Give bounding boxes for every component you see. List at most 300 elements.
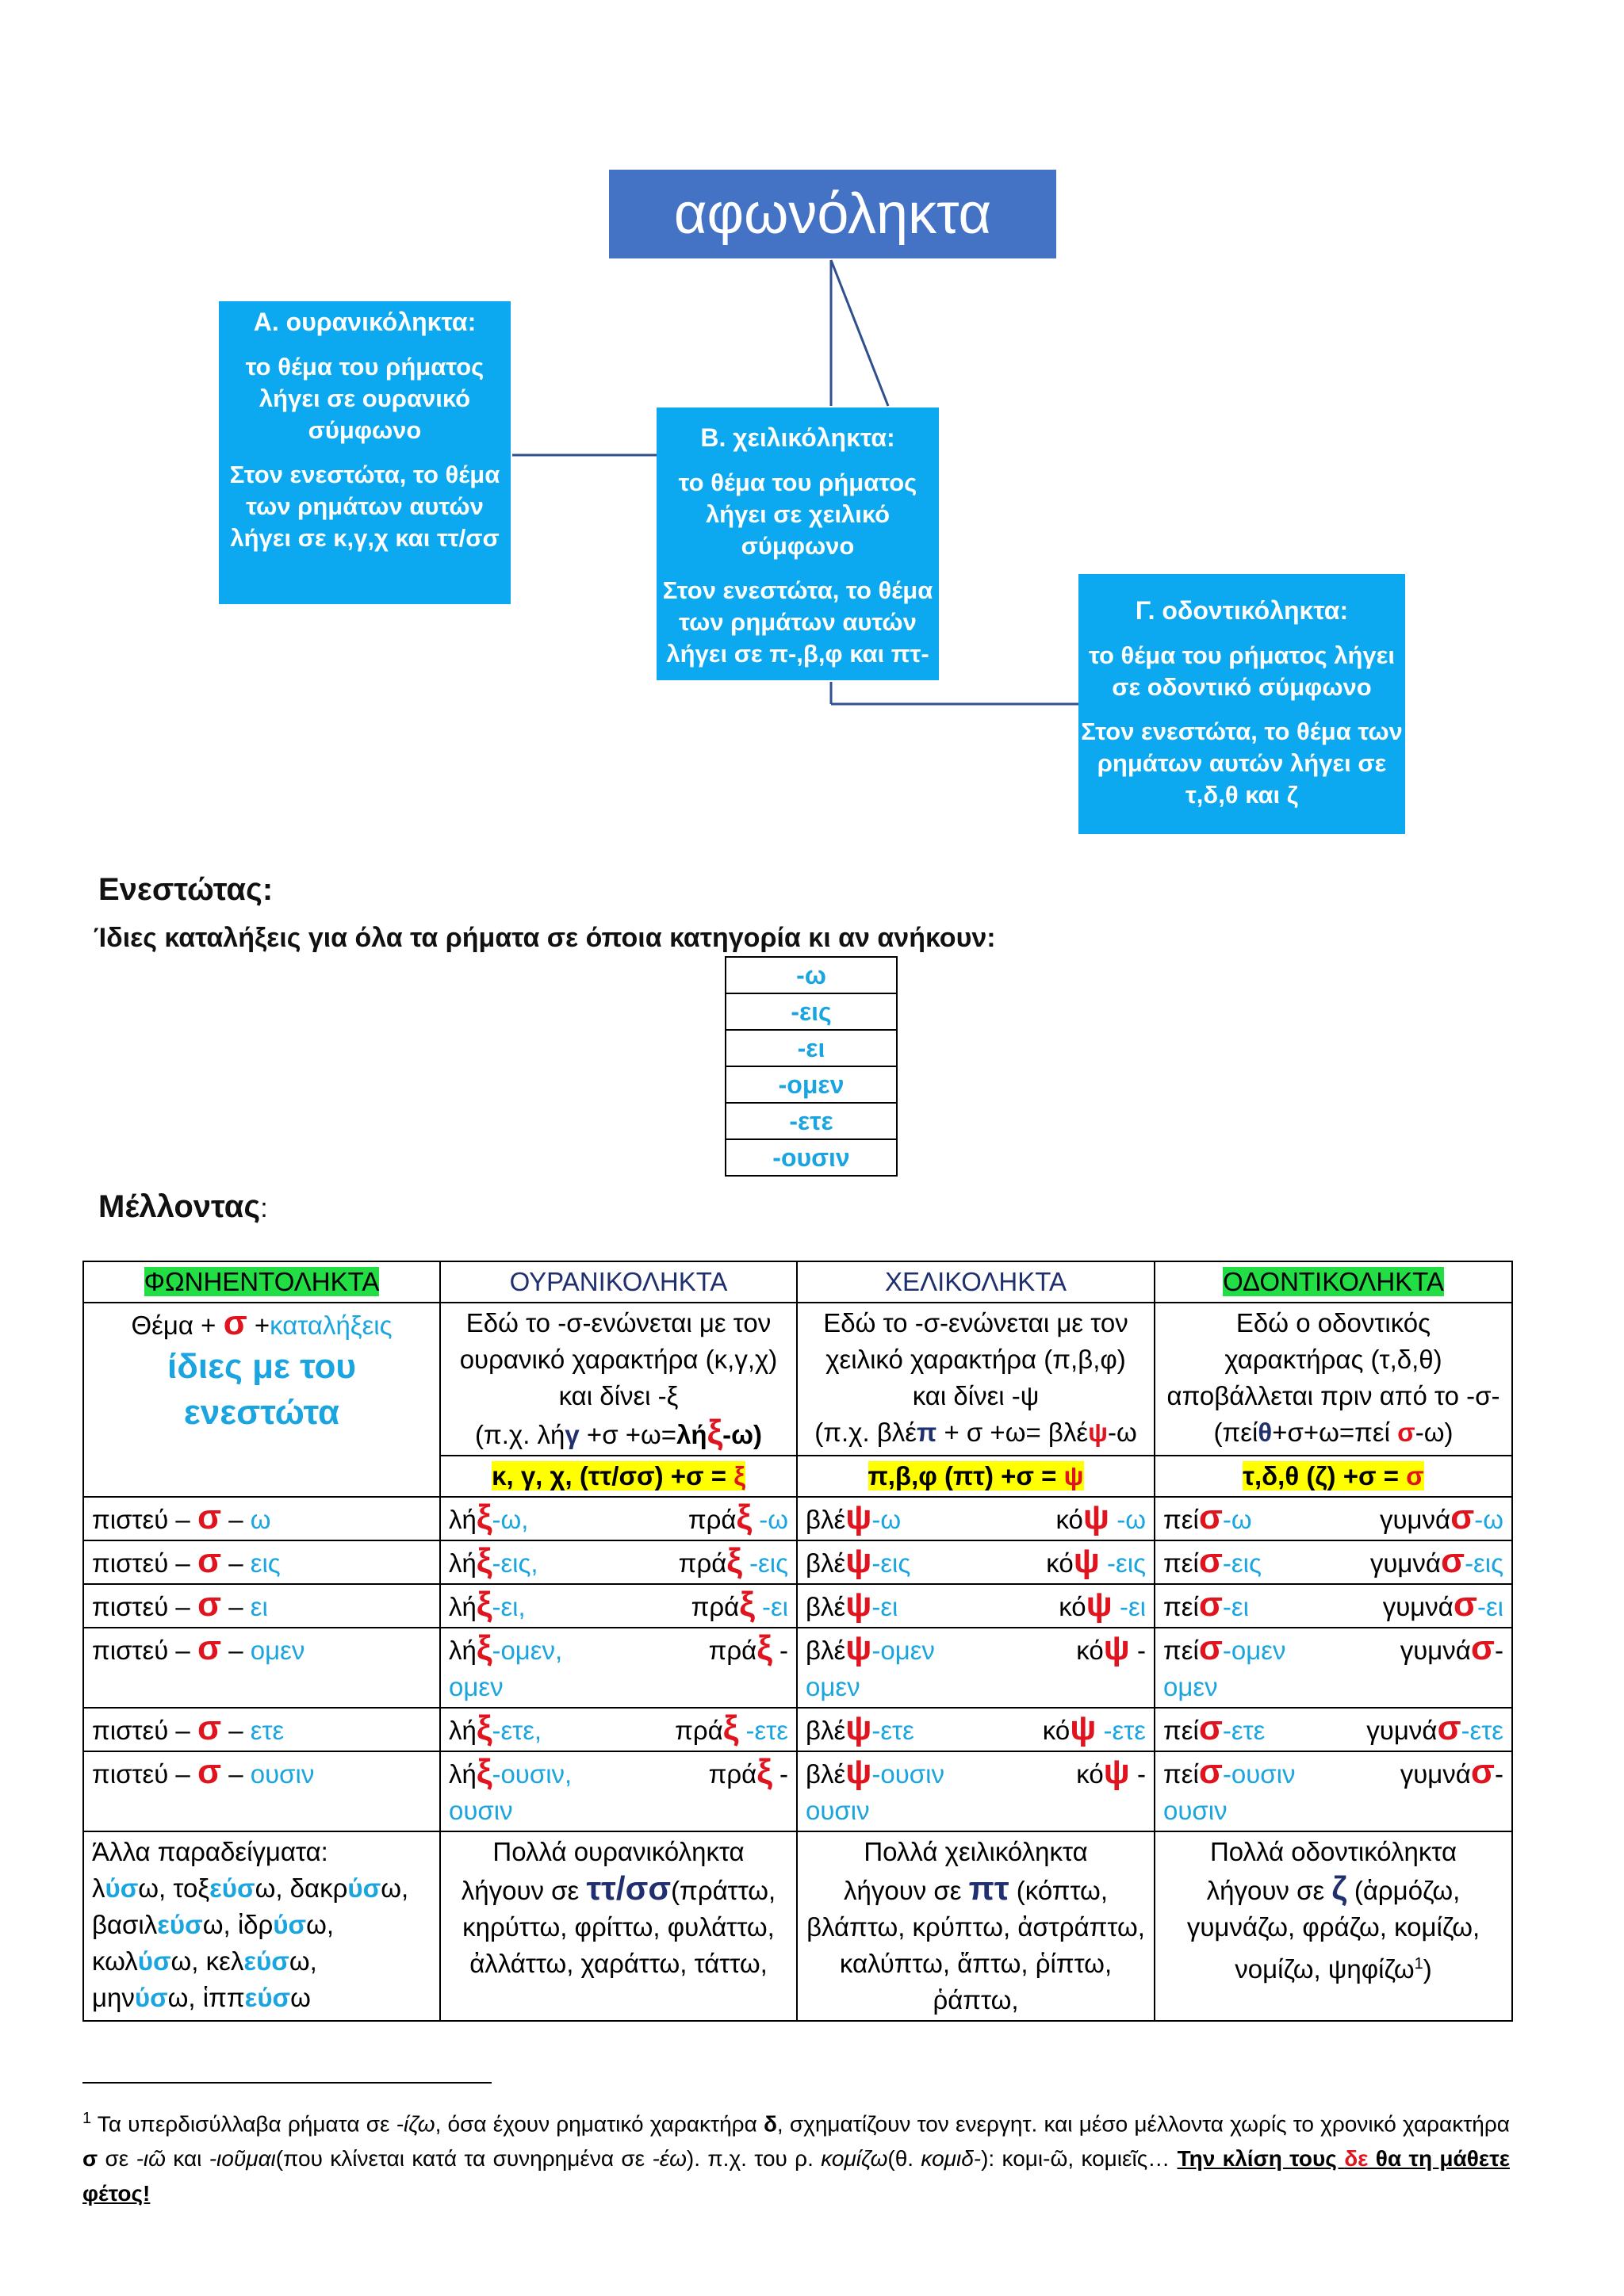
text: -ιοῦμαι (209, 2146, 276, 2172)
psi-mark: ψ (1073, 1541, 1100, 1580)
odontiko-cell (1155, 1584, 1512, 1628)
stem-text: πιστεύ – (92, 1759, 197, 1789)
ending-cell: -ω (726, 957, 897, 993)
text: λή (676, 1420, 707, 1449)
ending-text: -ει (754, 1592, 788, 1621)
sigma-mark: σ (197, 1541, 222, 1580)
xi-mark: ξ (476, 1498, 492, 1536)
rule-text: π,β,φ (πτ) +σ = (868, 1461, 1064, 1490)
sigma-mark: σ (1198, 1541, 1223, 1580)
stem-text: λή (449, 1759, 477, 1789)
conjugation-row (83, 1628, 1512, 1708)
ending-text: -εις (1222, 1548, 1262, 1578)
rule-cell (797, 1456, 1155, 1497)
footnote-number: 1 (82, 2110, 92, 2127)
node-heading: Γ. οδοντικόληκτα: (1135, 596, 1349, 625)
ending-text: ουσιν (1163, 1796, 1228, 1825)
desc-cell-vowel (83, 1303, 440, 1497)
text: λήγουν σε (844, 1876, 969, 1905)
rule-cell (440, 1456, 797, 1497)
stem-text: πιστεύ – (92, 1505, 197, 1534)
stem-text: πιστεύ – (92, 1636, 197, 1665)
text: + σ +ω= βλέ (936, 1418, 1089, 1447)
text: Πολλά χειλικόληκτα (864, 1837, 1088, 1866)
text: λήγουν σε (461, 1876, 587, 1905)
node-description: το θέμα του ρήματος λήγει σε οδοντικό σύμφωνο (1089, 641, 1395, 701)
text: ): κομι-ῶ, κομιεῖς… (981, 2146, 1178, 2172)
many-odontiko-cell (1155, 1831, 1512, 2021)
text: θα τη μάθετε φέτος! (82, 2146, 1510, 2206)
header-cell: ΧΕΛΙΚΟΛΗΚΤΑ (797, 1261, 1155, 1303)
text: +σ+ω=πεί (1272, 1418, 1398, 1447)
ending-text: -εις (741, 1548, 788, 1578)
odontiko-cell (1155, 1628, 1512, 1708)
sigma-mark: σ (1198, 1585, 1223, 1624)
text: και (165, 2146, 209, 2172)
sigma-mark: σ (1470, 1628, 1495, 1667)
stem-text: γυμνά (1382, 1592, 1454, 1621)
text: θ (1258, 1418, 1273, 1447)
present-subtitle: Ίδιες καταλήξεις για όλα τα ρήματα σε όποια κατηγορία κι αν ανήκουν: (94, 923, 996, 953)
stem-text: κό (1059, 1592, 1086, 1621)
example-segment: εύσ (244, 1983, 291, 2012)
ending-text: -ομεν (1222, 1636, 1286, 1665)
text: (π.χ. βλέ (814, 1418, 917, 1447)
text: γ (565, 1420, 580, 1449)
ending-text: ω (250, 1505, 271, 1534)
diagram-title: αφωνόληκτα (609, 170, 1056, 258)
vowel-cell (83, 1497, 440, 1540)
text: -ιῶ (136, 2146, 166, 2172)
xi-mark: ξ (726, 1541, 742, 1580)
ending-text: ετε (250, 1716, 285, 1745)
xi-mark: ξ (476, 1541, 492, 1580)
xeiliko-cell (797, 1751, 1155, 1831)
rule-cell (1155, 1456, 1512, 1497)
ouraniko-cell (440, 1628, 797, 1708)
ending-text: ομεν (449, 1672, 504, 1701)
text: σ (82, 2146, 98, 2172)
psi-mark: ψ (845, 1709, 872, 1747)
footnote-ref: 1 (1414, 1955, 1423, 1973)
sigma-mark: σ (1198, 1498, 1223, 1536)
node-description: το θέμα του ρήματος λήγει σε χειλικό σύμφωνο (678, 469, 917, 560)
ending-text: -ετε, (492, 1716, 542, 1745)
stem-text: γυμνά (1400, 1759, 1471, 1789)
ending-text: -ω (1222, 1505, 1252, 1534)
ending-text: - (1129, 1759, 1146, 1789)
text: Τα υπερδισύλλαβα ρήματα σε (91, 2111, 396, 2137)
present-heading: Ενεστώτας: (98, 872, 274, 907)
ending-text: -ετε (871, 1716, 914, 1745)
psi-mark: ψ (1103, 1628, 1130, 1667)
vowel-cell (83, 1751, 440, 1831)
psi-mark: ψ (845, 1585, 872, 1624)
stem-text: πεί (1163, 1716, 1199, 1745)
ending-text: - (1495, 1759, 1503, 1789)
many-xeiliko-cell (797, 1831, 1155, 2021)
xeiliko-cell (797, 1540, 1155, 1584)
ouraniko-cell (440, 1540, 797, 1584)
example-segment: ω, ἱππ (167, 1983, 245, 2012)
ending-cell: -εις (726, 993, 897, 1030)
odontiko-cell (1155, 1708, 1512, 1751)
ending-text: - (1495, 1636, 1503, 1665)
ending-text: -ομεν, (492, 1636, 563, 1665)
stem-text: γυμνά (1366, 1716, 1438, 1745)
text: κομιδ- (921, 2146, 982, 2172)
psi-mark: ψ (845, 1752, 872, 1791)
vowel-cell (83, 1628, 440, 1708)
stem-text: βλέ (806, 1548, 846, 1578)
sigma-mark: σ (1470, 1752, 1495, 1791)
stem-text: κό (1055, 1505, 1083, 1534)
table-row (83, 1303, 1512, 1456)
stem-text: πεί (1163, 1505, 1199, 1534)
text: (κόπτω, βλάπτω, κρύπτω, ἀστράπτω, καλύπτω, ἅπτω, ῥίπτω, ῥάπτω, (806, 1876, 1145, 2015)
odontiko-cell (1155, 1751, 1512, 1831)
xeiliko-cell (797, 1628, 1155, 1708)
stem-text: λή (449, 1636, 477, 1665)
ending-text: -ω (1109, 1505, 1146, 1534)
ending-text: ει (250, 1592, 268, 1621)
stem-text: λή (449, 1592, 477, 1621)
example-segment: μην (92, 1983, 135, 2012)
ouraniko-cell (440, 1751, 797, 1831)
text: Την κλίση τους (1177, 2146, 1345, 2172)
ending-text: - (1129, 1636, 1146, 1665)
ending-text: -ει, (492, 1592, 526, 1621)
example-segment: λ (92, 1873, 105, 1903)
xi-mark: ξ (476, 1585, 492, 1624)
sigma-mark: σ (1440, 1541, 1465, 1580)
text: -έω (652, 2146, 687, 2172)
example-segment: ύσ (273, 1910, 307, 1939)
same-as-present: ίδιες με του ενεστώτα (167, 1347, 357, 1432)
text: , όσα έχουν ρηματικό χαρακτήρα (435, 2111, 764, 2137)
ending-text: ουσιν (806, 1796, 870, 1825)
conjugation-row (83, 1708, 1512, 1751)
xi-mark: ξ (739, 1585, 755, 1624)
xeiliko-cell (797, 1708, 1155, 1751)
text: ). π.χ. του ρ. (686, 2146, 822, 2172)
node-present-note: Στον ενεστώτα, το θέμα των ρημάτων αυτών λήγει σε π-,β,φ και πτ- (662, 576, 933, 668)
dash-text: – (221, 1505, 251, 1534)
header-text: ΦΩΝΗΕΝΤΟΛΗΚΤΑ (144, 1267, 380, 1296)
stem-text: λή (449, 1505, 477, 1534)
text: δε (1344, 2146, 1369, 2172)
many-ouraniko-cell (440, 1831, 797, 2021)
ending-text: -ετε (1222, 1716, 1266, 1745)
text: Εδώ ο οδοντικός χαρακτήρας (τ,δ,θ) αποβάλλεται πριν από το -σ- (πεί (1166, 1308, 1500, 1447)
future-heading-text: Μέλλοντας (98, 1189, 261, 1224)
text: (ἁρμόζω, γυμνάζω, φράζω, κομίζω, νομίζω, ψηφίζω (1186, 1876, 1480, 1984)
header-cell: ΟΥΡΑΝΙΚΟΛΗΚΤΑ (440, 1261, 797, 1303)
future-table (82, 1261, 1513, 2022)
ending-text: ομεν (250, 1636, 305, 1665)
footnote (82, 2101, 1510, 2211)
psi-mark: ψ (1088, 1418, 1108, 1447)
desc-cell-odontiko (1155, 1303, 1512, 1456)
conjugation-row (83, 1751, 1512, 1831)
text: π (917, 1418, 937, 1447)
ending-cell: -ομεν (726, 1066, 897, 1103)
ending-text: -ει (871, 1592, 898, 1621)
ouraniko-cell (440, 1584, 797, 1628)
psi-mark: ψ (1082, 1498, 1110, 1536)
sigma-mark: σ (197, 1709, 222, 1747)
stem-text: βλέ (806, 1716, 846, 1745)
node-description: το θέμα του ρήματος λήγει σε ουρανικό σύμφωνο (245, 353, 485, 444)
stem-text: πρά (675, 1716, 723, 1745)
sigma-mark: σ (1453, 1585, 1477, 1624)
future-heading-colon: : (260, 1193, 268, 1223)
sigma-mark: σ (197, 1498, 222, 1536)
example-segment: βασιλ (92, 1910, 158, 1939)
stem-text: πρά (688, 1505, 737, 1534)
ending-text: -ει (1222, 1592, 1249, 1621)
stem-text: γυμνά (1400, 1636, 1471, 1665)
node-present-note: Στον ενεστώτα, το θέμα των ρημάτων αυτών λήγει σε κ,γ,χ και ττ/σσ (229, 461, 500, 552)
footnote-separator (82, 2082, 492, 2084)
xi-mark: ξ (476, 1628, 492, 1667)
ending-text: ουσιν (449, 1796, 513, 1825)
stem-text: πρά (708, 1636, 757, 1665)
ending-text: ουσιν (250, 1759, 315, 1789)
sigma-mark: σ (197, 1752, 222, 1791)
text: -ω) (1415, 1418, 1454, 1447)
example-segment: ω, κελ (170, 1946, 244, 1976)
ending-highlight: πτ (968, 1869, 1009, 1907)
vowel-cell (83, 1540, 440, 1584)
text: ) (1423, 1954, 1432, 1984)
example-segment: ω, ἰδρ (202, 1910, 274, 1939)
xeiliko-cell (797, 1497, 1155, 1540)
example-segment: ύσ (137, 1946, 171, 1976)
xeiliko-cell (797, 1584, 1155, 1628)
stem-text: γυμνά (1379, 1505, 1451, 1534)
ending-text: -ετε (1461, 1716, 1503, 1745)
ending-text: -ω, (492, 1505, 529, 1534)
text: Πολλά οδοντικόληκτα (1209, 1837, 1457, 1866)
ending-text: -ω (871, 1505, 902, 1534)
odontiko-cell (1155, 1497, 1512, 1540)
ending-text: -ετε (1096, 1716, 1146, 1745)
vowel-cell (83, 1584, 440, 1628)
odontiko-cell (1155, 1540, 1512, 1584)
ending-text: -ουσιν (871, 1759, 944, 1789)
diagram-connectors (0, 0, 1624, 872)
stem-text: βλέ (806, 1592, 846, 1621)
text: (που κλίνεται κατά τα συνηρημένα σε (275, 2146, 653, 2172)
text: κομίζω (821, 2146, 888, 2172)
ending-text: -ω (752, 1505, 788, 1534)
other-examples-cell (83, 1831, 440, 2021)
connector-line (831, 260, 888, 406)
xi-mark: ξ (707, 1413, 723, 1452)
rule-text: τ,δ,θ (ζ) +σ = (1243, 1461, 1407, 1490)
stem-text: πεί (1163, 1548, 1199, 1578)
stem-text: πεί (1163, 1759, 1199, 1789)
ending-text: -ει (1477, 1592, 1503, 1621)
vowel-cell (83, 1708, 440, 1751)
stem-text: βλέ (806, 1505, 846, 1534)
dash-text: – (221, 1636, 251, 1665)
ending-text: -ει (1112, 1592, 1146, 1621)
text: Πολλά ουρανικόληκτα (492, 1837, 745, 1866)
text: (θ. (887, 2146, 921, 2172)
table-header-row (83, 1261, 1512, 1303)
future-heading (98, 1189, 268, 1225)
text: +σ +ω= (579, 1420, 677, 1449)
psi-mark: ψ (845, 1541, 872, 1580)
psi-mark: ψ (1103, 1752, 1130, 1791)
text: + (247, 1311, 270, 1340)
ending-cell: -ουσιν (726, 1139, 897, 1176)
header-cell (83, 1261, 440, 1303)
stem-text: κό (1042, 1716, 1071, 1745)
text: (π.χ. λή (474, 1420, 565, 1449)
xi-mark: ξ (476, 1709, 492, 1747)
sigma-mark: σ (1198, 1752, 1223, 1791)
text: -ίζω (396, 2111, 435, 2137)
rule-text: κ, γ, χ, (ττ/σσ) +σ = (492, 1461, 734, 1490)
stem-text: κό (1046, 1548, 1074, 1578)
example-segment: ω, (381, 1873, 409, 1903)
desc-cell-xeiliko (797, 1303, 1155, 1456)
ending-text: -ετε (738, 1716, 788, 1745)
text: -ω (1107, 1418, 1137, 1447)
text: , σχηματίζουν τον ενεργητ. και μέσο μέλλοντα χωρίς το χρονικό χαρακτήρα (776, 2111, 1510, 2137)
dash-text: – (221, 1716, 251, 1745)
header-cell (1155, 1261, 1512, 1303)
example-segment: εύσ (157, 1910, 203, 1939)
text: (πράττω, κηρύττω, φρίττω, φυλάττω, ἀλλάττω, χαράττω, τάττω, (462, 1876, 776, 1978)
text: δ (763, 2111, 777, 2137)
stem-text: κό (1076, 1636, 1104, 1665)
xi-mark: ξ (722, 1709, 739, 1747)
ending-text: -εις (1465, 1548, 1503, 1578)
example-segment: ω (290, 1983, 311, 2012)
ending-highlight: ττ/σσ (586, 1869, 672, 1907)
ending-text: -ουσιν (1222, 1759, 1296, 1789)
stem-text: πρά (678, 1548, 727, 1578)
psi-mark: ψ (845, 1498, 872, 1536)
sigma-mark: σ (1397, 1418, 1415, 1447)
text: Εδώ το -σ-ενώνεται με τον ουρανικό χαρακτήρα (κ,γ,χ) και δίνει -ξ (459, 1308, 778, 1410)
example-segment: ω, (306, 1910, 335, 1939)
stem-text: πιστεύ – (92, 1592, 197, 1621)
stem-text: κό (1076, 1759, 1104, 1789)
ending-text: - (772, 1636, 788, 1665)
dash-text: – (221, 1592, 251, 1621)
stem-text: λή (449, 1548, 477, 1578)
ending-text: ομεν (1163, 1672, 1218, 1701)
stem-text: πιστεύ – (92, 1716, 197, 1745)
ending-text: -εις (1099, 1548, 1146, 1578)
ouraniko-cell (440, 1497, 797, 1540)
stem-text: βλέ (806, 1759, 846, 1789)
text: Θέμα + (131, 1311, 224, 1340)
xi-mark: ξ (476, 1752, 492, 1791)
text: Εδώ το -σ-ενώνεται με τον χειλικό χαρακτήρα (π,β,φ) και δίνει -ψ (823, 1308, 1128, 1410)
xi-mark: ξ (736, 1498, 753, 1536)
example-segment: εύσ (209, 1873, 255, 1903)
ending-cell: -ει (726, 1030, 897, 1066)
ending-cell: -ετε (726, 1103, 897, 1139)
stem-text: πρά (708, 1759, 757, 1789)
sigma-mark: σ (1198, 1709, 1223, 1747)
ouraniko-cell (440, 1708, 797, 1751)
node-present-note: Στον ενεστώτα, το θέμα των ρημάτων αυτών λήγει σε τ,δ,θ και ζ (1081, 718, 1403, 809)
example-segment: ω, τοξ (138, 1873, 210, 1903)
ending-text: -εις, (492, 1548, 538, 1578)
xi-mark: ξ (756, 1752, 772, 1791)
text: λήγουν σε (1206, 1876, 1332, 1905)
psi-mark: ψ (1070, 1709, 1097, 1747)
examples-label: Άλλα παραδείγματα: (92, 1837, 328, 1866)
sigma-mark: σ (223, 1303, 247, 1342)
conjugation-row (83, 1584, 1512, 1628)
ending-text: ομεν (806, 1672, 860, 1701)
node-heading: Α. ουρανικόληκτα: (253, 308, 477, 336)
example-segment: ύσ (134, 1983, 168, 2012)
sigma-mark: σ (197, 1628, 222, 1667)
ending-text: -ομεν (871, 1636, 935, 1665)
example-segment: εύσ (243, 1946, 289, 1976)
examples-row (83, 1831, 1512, 2021)
dash-text: – (221, 1759, 251, 1789)
text: -ω) (722, 1420, 763, 1449)
xi-mark: ξ (756, 1628, 772, 1667)
dash-text: – (221, 1548, 251, 1578)
example-segment: ύσ (347, 1873, 381, 1903)
psi-mark: ψ (1086, 1585, 1113, 1624)
node-heading: Β. χειλικόληκτα: (700, 423, 895, 452)
text: καταλήξεις (270, 1311, 393, 1340)
ending-text: - (772, 1759, 788, 1789)
rule-result: ξ (733, 1461, 745, 1490)
sigma-mark: σ (197, 1585, 222, 1624)
sigma-mark: σ (1437, 1709, 1461, 1747)
stem-text: γυμνά (1369, 1548, 1441, 1578)
sigma-mark: σ (1198, 1628, 1223, 1667)
ending-text: -εις (871, 1548, 911, 1578)
ending-highlight: ζ (1331, 1869, 1347, 1907)
stem-text: πεί (1163, 1636, 1199, 1665)
ending-text: -ω (1474, 1505, 1503, 1534)
example-segment: ω, (289, 1946, 317, 1976)
stem-text: πιστεύ – (92, 1548, 197, 1578)
text: σε (98, 2146, 136, 2172)
example-segment: ω, δακρ (255, 1873, 348, 1903)
stem-text: πεί (1163, 1592, 1199, 1621)
example-segment: κωλ (92, 1946, 138, 1976)
ending-text: -ουσιν, (492, 1759, 573, 1789)
rule-result: ψ (1063, 1461, 1084, 1490)
stem-text: λή (449, 1716, 477, 1745)
stem-text: βλέ (806, 1636, 846, 1665)
sigma-mark: σ (1450, 1498, 1475, 1536)
stem-text: πρά (691, 1592, 740, 1621)
psi-mark: ψ (845, 1628, 872, 1667)
conjugation-row (83, 1497, 1512, 1540)
header-text: ΟΔΟΝΤΙΚΟΛΗΚΤΑ (1223, 1267, 1444, 1296)
conjugation-row (83, 1540, 1512, 1584)
present-endings-table (725, 956, 898, 1177)
ending-text: εις (250, 1548, 281, 1578)
rule-result: σ (1406, 1461, 1424, 1490)
